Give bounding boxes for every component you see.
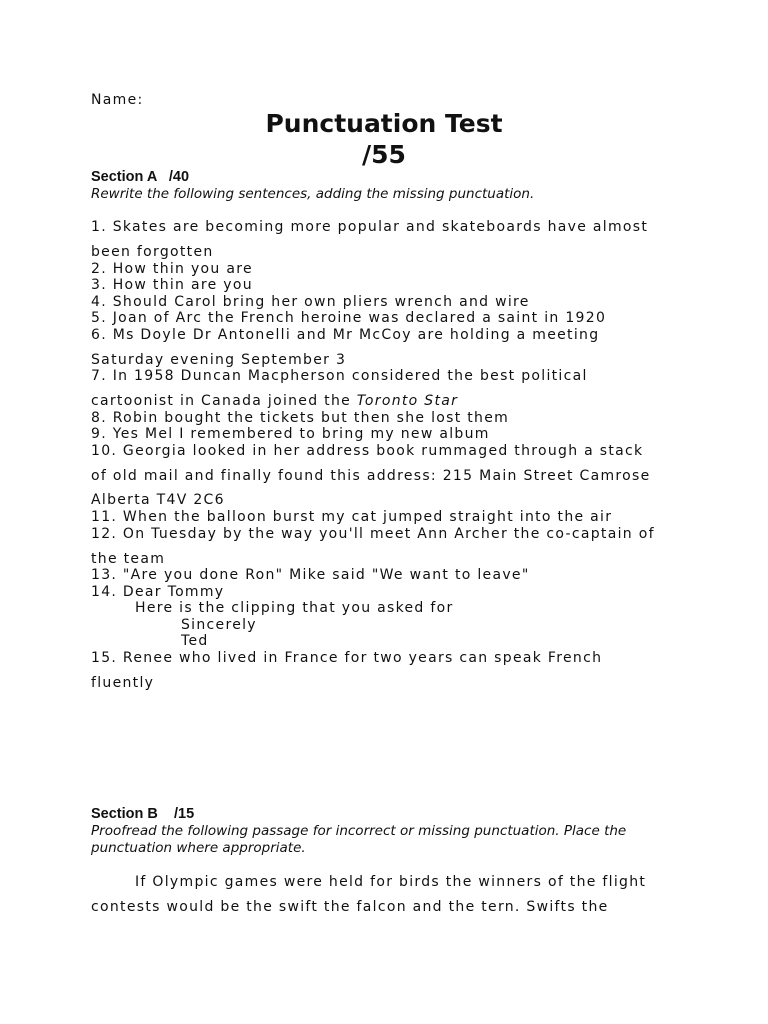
question-14-line-3: Sincerely	[181, 617, 257, 633]
question-10-line-1: 10. Georgia looked in her address book rummaged through a stack	[91, 443, 644, 459]
passage-line-2: contests would be the swift the falcon and the tern. Swifts the	[91, 899, 609, 915]
question-6-line-2: Saturday evening September 3	[91, 352, 347, 368]
section-a-instructions: Rewrite the following sentences, adding the missing punctuation.	[91, 186, 535, 202]
question-7-line-1: 7. In 1958 Duncan Macpherson considered the best political	[91, 368, 588, 384]
section-b-instructions: Proofread the following passage for incorrect or missing punctuation. Place the punctuation where appropriate.	[91, 823, 627, 856]
question-15-line-2: fluently	[91, 675, 155, 691]
question-2: 2. How thin you are	[91, 261, 253, 277]
question-4: 4. Should Carol bring her own pliers wrench and wire	[91, 294, 530, 310]
question-3: 3. How thin are you	[91, 277, 253, 293]
question-9: 9. Yes Mel I remembered to bring my new album	[91, 426, 490, 442]
question-1-line-2: been forgotten	[91, 244, 214, 260]
section-b-heading: Section B /15	[91, 806, 195, 822]
question-11: 11. When the balloon burst my cat jumped straight into the air	[91, 509, 613, 525]
question-14-line-2: Here is the clipping that you asked for	[135, 600, 454, 616]
question-8: 8. Robin bought the tickets but then she lost them	[91, 410, 510, 426]
question-15-line-1: 15. Renee who lived in France for two years can speak French	[91, 650, 603, 666]
total-score: /55	[362, 140, 406, 169]
question-13: 13. "Are you done Ron" Mike said "We want to leave"	[91, 567, 530, 583]
question-10-line-2: of old mail and finally found this address: 215 Main Street Camrose	[91, 468, 651, 484]
question-7-line-2-text: cartoonist in Canada joined the	[91, 393, 357, 409]
question-12-line-1: 12. On Tuesday by the way you'll meet Ann Archer the co-captain of	[91, 526, 655, 542]
title-text: Punctuation Test	[265, 109, 503, 138]
question-5: 5. Joan of Arc the French heroine was declared a saint in 1920	[91, 310, 607, 326]
question-14-line-1: 14. Dear Tommy	[91, 584, 225, 600]
page-title	[91, 108, 677, 170]
question-1-line-1: 1. Skates are becoming more popular and skateboards have almost	[91, 219, 649, 235]
passage-line-1: If Olympic games were held for birds the winners of the flight	[135, 874, 647, 890]
worksheet-page	[91, 0, 691, 1024]
section-a-heading: Section A /40	[91, 169, 190, 185]
question-10-line-3: Alberta T4V 2C6	[91, 492, 225, 508]
name-label: Name:	[91, 92, 144, 108]
question-12-line-2: the team	[91, 551, 166, 567]
question-6-line-1: 6. Ms Doyle Dr Antonelli and Mr McCoy are holding a meeting	[91, 327, 600, 343]
newspaper-title: Toronto Star	[356, 393, 459, 409]
question-7-line-2	[91, 393, 458, 410]
question-14-line-4: Ted	[181, 633, 209, 649]
